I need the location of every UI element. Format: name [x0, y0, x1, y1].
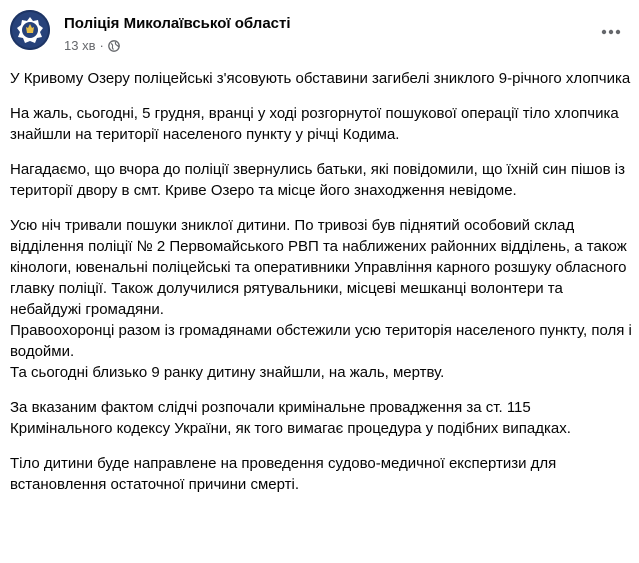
police-badge-icon — [15, 15, 45, 45]
meta-separator: · — [99, 38, 104, 53]
post-meta — [64, 38, 120, 53]
post-header — [10, 8, 639, 58]
post-paragraph-4: Усю ніч тривали пошуки зниклої дитини. По тривозі був піднятий особовий склад відділення поліції № 2 Первомайського РВП та наближених районних відділень, а також кінологи, ювенальні поліцейські та оперативники Управління карного розшуку обласного главку поліції. Також долучилися рятувальники, місцеві мешканці волонтери та небайдужі громадяни. Правоохоронці разом із громадянами обстежили усю територія населеного пункту, поля і водойми. Та сьогодні близько 9 ранку дитину знайшли, на жаль, мертву. — [10, 217, 632, 381]
post-paragraph-3: Нагадаємо, що вчора до поліції звернулись батьки, які повідомили, що їхній син пішов із території двору в смт. Криве Озеро та місце його знаходження невідоме. — [10, 161, 625, 199]
more-options-button[interactable] — [593, 14, 629, 50]
globe-icon[interactable] — [108, 40, 120, 52]
post-timestamp[interactable]: 13 хв — [64, 38, 96, 53]
more-options-icon — [601, 29, 621, 35]
page-avatar[interactable] — [10, 10, 50, 50]
page-name-link[interactable]: Поліція Миколаївської області — [64, 15, 291, 32]
post-paragraph-2: На жаль, сьогодні, 5 грудня, вранці у ході розгорнутої пошукової операції тіло хлопчика знайшли на території населеного пункту у річці Кодима. — [10, 105, 619, 143]
post-paragraph-5: За вказаним фактом слідчі розпочали кримінальне провадження за ст. 115 Кримінального кодексу України, як того вимагає процедура у подібних випадках. — [10, 399, 571, 437]
post-body — [10, 68, 632, 509]
post-paragraph-1: У Кривому Озеру поліцейські з'ясовують обставини загибелі зниклого 9-річного хлопчика — [10, 70, 631, 87]
post-paragraph-6: Тіло дитини буде направлене на проведення судово-медичної експертизи для встановлення остаточної причини смерті. — [10, 455, 557, 493]
